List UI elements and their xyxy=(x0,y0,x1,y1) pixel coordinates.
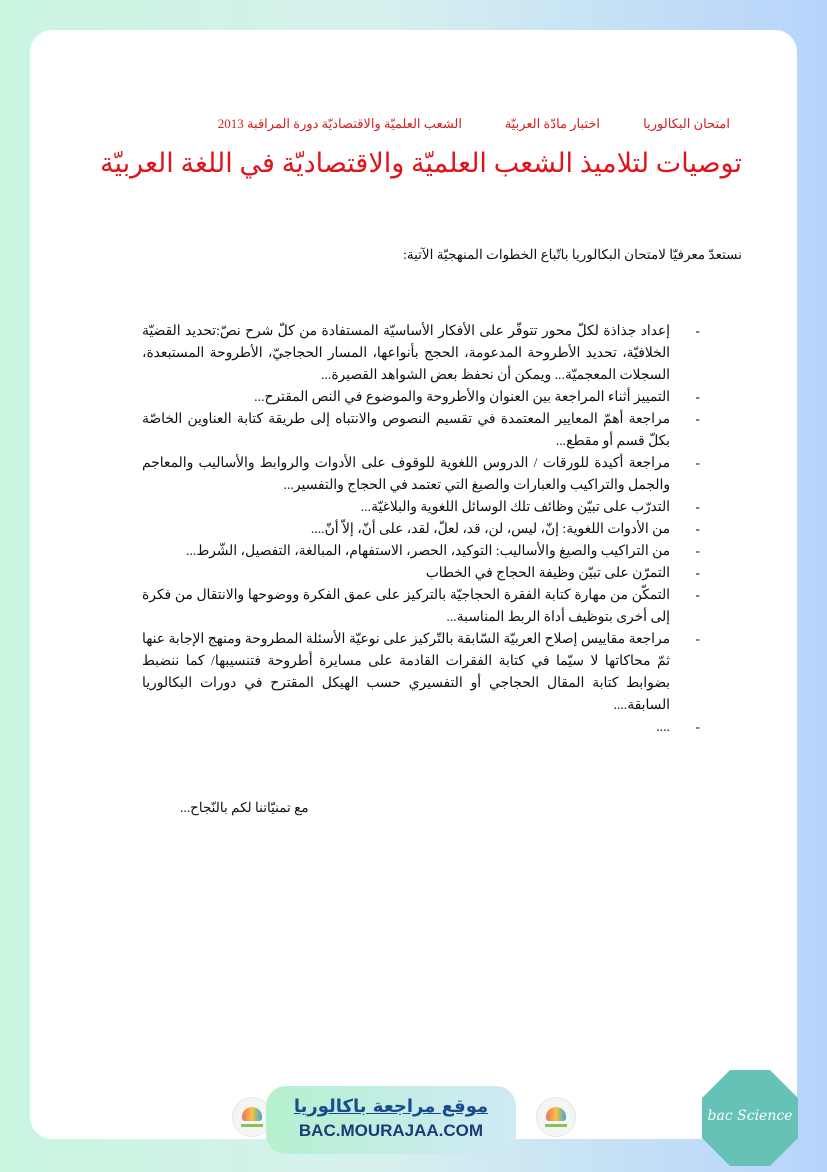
header-subject: اختبار مادّة العربيّة xyxy=(504,116,600,131)
list-item: - إعداد جذاذة لكلّ محور تتوفّر على الأفكار الأساسيّة المستفادة من كلّ شرح نصّ:تحديد القضيّة الخلافيّة، تحديد الأطروحة المدعومة، الحجج بأنواعها، المسار الحجاجيّ، الأطروحة المستبعدة، السجلات المعجميّة... ويمكن أن نحفظ بعض الشواهد القصيرة... xyxy=(142,320,670,386)
list-item: - مراجعة مقاييس إصلاح العربيّة السّابقة بالتّركيز على نوعيّة الأسئلة المطروحة ومنهج الإجابة عنها ثمّ محاكاتها لا سيّما في كتابة الفقرات القادمة على مسايرة أطروحة فتنسيبها/ كما ننضبط بضوابط كتابة المقال الحجاجي أو التفسيري حسب الهيكل المقترح في دورات البكالوريا السابقة.... xyxy=(142,628,670,716)
list-item: - من التراكيب والصيغ والأساليب: التوكيد، الحصر، الاستفهام، المبالغة، التفصيل، الشّرط... xyxy=(142,540,670,562)
list-item: - .... xyxy=(142,716,670,738)
list-item: - مراجعة أكيدة للورقات / الدروس اللغوية للوقوف على الأدوات والروابط والأساليب والمعاجم والجمل والتراكيب والعبارات والصيغ التي تعتمد في الحجاج والتفسير... xyxy=(142,452,670,496)
closing-wish: مع تمنيّاتنا لكم بالنّجاح... xyxy=(180,800,309,815)
list-item: - مراجعة أهمّ المعايير المعتمدة في تقسيم النصوص والانتباه إلى طريقة كتابة العناوين الخاصّة بكلّ قسم أو مقطع... xyxy=(142,408,670,452)
list-item: - التمكّن من مهارة كتابة الفقرة الحجاجيّة بالتركيز على عمق الفكرة ووضوحها والانتقال من فكرة إلى أخرى بتوظيف أداة الربط المناسبة... xyxy=(142,584,670,628)
document-page xyxy=(30,30,797,1139)
exam-header xyxy=(110,116,730,136)
badge-text: bac Science xyxy=(707,1108,793,1124)
recommendations-list xyxy=(142,320,670,738)
footer-site-arabic[interactable]: موقع مراجعة باكالوريا xyxy=(293,1096,489,1117)
list-item: - التدرّب على تبيّن وظائف تلك الوسائل اللغوية والبلاغيّة... xyxy=(142,496,670,518)
intro-text: نستعدّ معرفيّا لامتحان البكالوريا باتّباع الخطوات المنهجيّة الآتية: xyxy=(403,247,742,262)
bac-science-badge xyxy=(700,1068,800,1168)
footer-site-url[interactable]: BAC.MOURAJAA.COM xyxy=(298,1121,484,1140)
list-item: - التمييز أثناء المراجعة بين العنوان والأطروحة والموضوع في النص المقترح... xyxy=(142,386,670,408)
school-logo-icon xyxy=(536,1097,576,1137)
list-item: - التمرّن على تبيّن وظيفة الحجاج في الخطاب xyxy=(142,562,670,584)
header-session: الشعب العلميّة والاقتصاديّة دورة المراقبة 2013 xyxy=(217,116,462,131)
page-title: توصيات لتلاميذ الشعب العلميّة والاقتصاديّة في اللغة العربيّة xyxy=(100,148,742,178)
header-exam: امتحان البكالوريا xyxy=(643,116,730,131)
footer-site-link[interactable] xyxy=(266,1086,516,1154)
list-item: - من الأدوات اللغوية: إنّ، ليس، لن، قد، لعلّ، لقد، على أنّ، إلاّ أنّ.... xyxy=(142,518,670,540)
